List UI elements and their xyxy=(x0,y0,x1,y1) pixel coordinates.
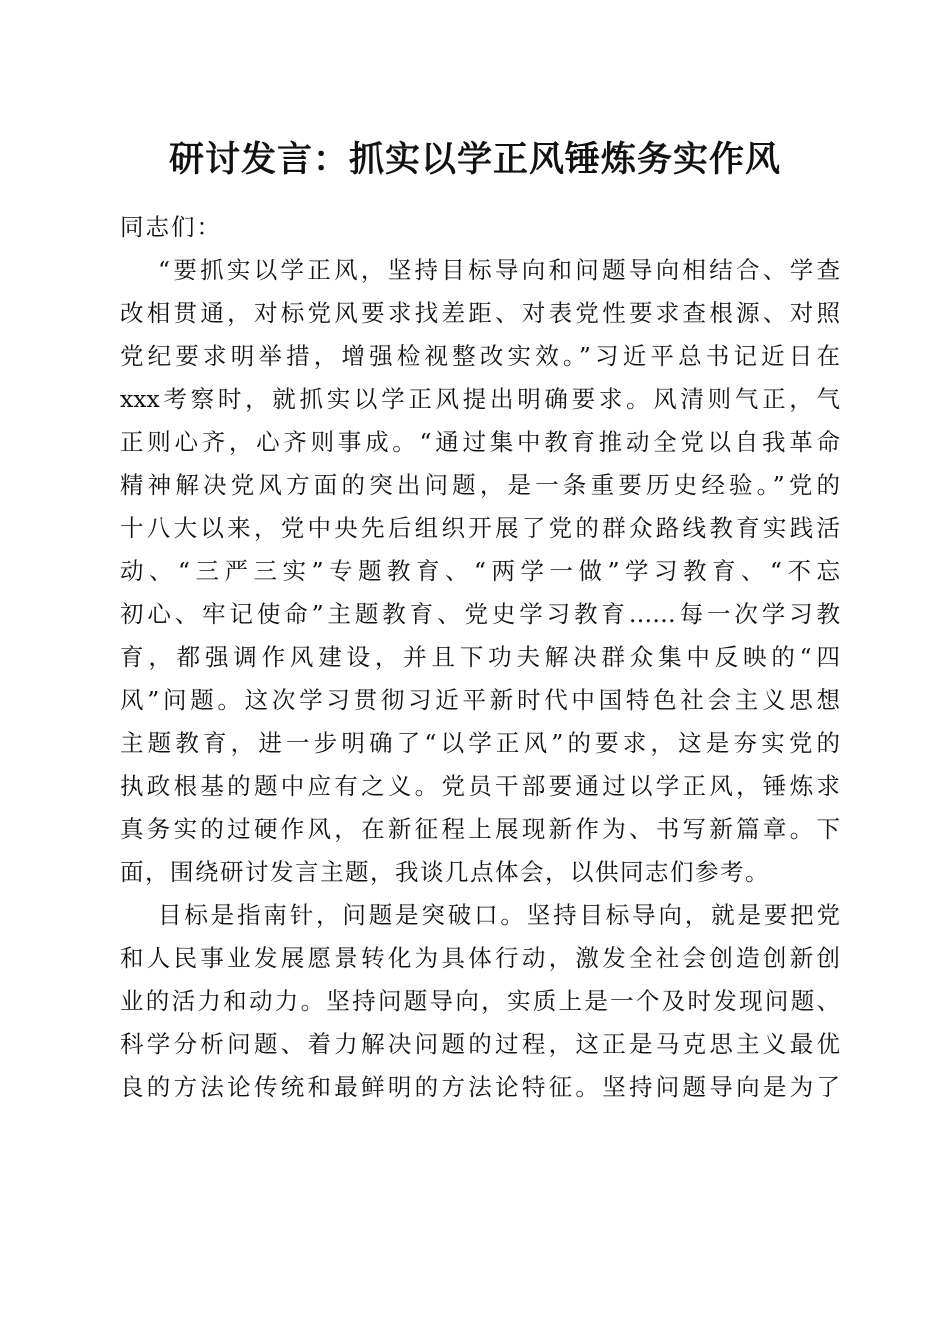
paragraph-line: 面，围绕研讨发言主题，我谈几点体会，以供同志们参考。 xyxy=(120,858,770,886)
document-title: 研讨发言：抓实以学正风锤炼务实作风 xyxy=(168,139,781,180)
paragraph-line: 良的方法论传统和最鲜明的方法论特征。坚持问题导向是为了 xyxy=(120,1073,840,1101)
paragraph-line: 正则心齐，心齐则事成。“通过集中教育推动全党以自我革命 xyxy=(120,428,840,456)
paragraph-line: 真务实的过硬作风，在新征程上展现新作为、书写新篇章。下 xyxy=(120,815,840,843)
paragraph-line: 十八大以来，党中央先后组织开展了党的群众路线教育实践活 xyxy=(120,514,840,542)
paragraph-line: 动、“三严三实”专题教育、“两学一做”学习教育、“不忘 xyxy=(120,557,840,585)
paragraph-line: “要抓实以学正风，坚持目标导向和问题导向相结合、学查 xyxy=(158,256,840,284)
paragraph-line: 业的活力和动力。坚持问题导向，实质上是一个及时发现问题、 xyxy=(120,987,840,1015)
paragraph-line: 科学分析问题、着力解决问题的过程，这正是马克思主义最优 xyxy=(120,1030,840,1058)
paragraph-line: 育，都强调作风建设，并且下功夫解决群众集中反映的“四 xyxy=(120,643,840,671)
paragraph-line: 和人民事业发展愿景转化为具体行动，激发全社会创造创新创 xyxy=(120,944,840,972)
paragraph-line: 目标是指南针，问题是突破口。坚持目标导向，就是要把党 xyxy=(158,901,840,929)
paragraph-line: 初心、牢记使命”主题教育、党史学习教育……每一次学习教 xyxy=(120,600,840,628)
paragraph-line: 主题教育，进一步明确了“以学正风”的要求，这是夯实党的 xyxy=(120,729,840,757)
salutation: 同志们： xyxy=(120,213,222,241)
paragraph-line: 党纪要求明举措，增强检视整改实效。”习近平总书记近日在 xyxy=(120,342,840,370)
paragraph-line: 风”问题。这次学习贯彻习近平新时代中国特色社会主义思想 xyxy=(120,686,840,714)
paragraph-line: 改相贯通，对标党风要求找差距、对表党性要求查根源、对照 xyxy=(120,299,840,327)
paragraph-line: xxx考察时，就抓实以学正风提出明确要求。风清则气正，气 xyxy=(120,385,840,413)
paragraph-line: 精神解决党风方面的突出问题，是一条重要历史经验。”党的 xyxy=(120,471,840,499)
paragraph-line: 执政根基的题中应有之义。党员干部要通过以学正风，锤炼求 xyxy=(120,772,840,800)
